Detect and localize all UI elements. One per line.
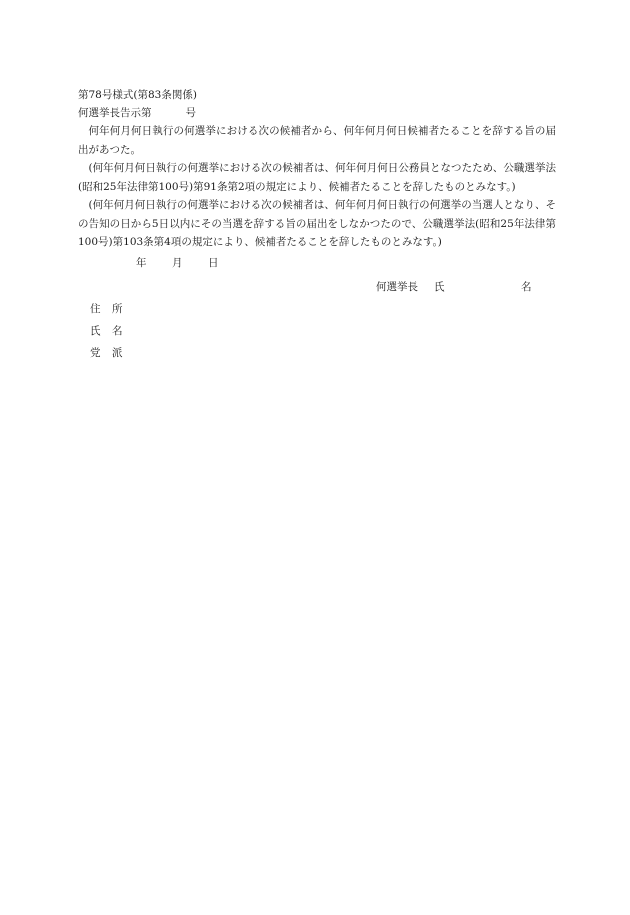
date-line <box>78 254 556 272</box>
notice-suffix: 号 <box>185 107 196 119</box>
signature-title: 何選挙長 <box>376 280 418 293</box>
date-year: 年 <box>136 256 147 269</box>
paragraph-alt-public-servant: (何年何月何日執行の何選挙における次の候補者は、何年何月何日公務員となつたため、公職選挙法(昭和25年法律第100号)第91条第2項の規定により、候補者たることを辞したものとみなす。) <box>78 162 556 193</box>
field-party-label-b: 派 <box>112 346 123 359</box>
form-title: 第78号様式(第83条関係) <box>78 89 197 101</box>
date-day: 日 <box>208 256 219 269</box>
field-address <box>78 300 556 318</box>
field-name-label-a: 氏 <box>90 324 101 337</box>
notice-prefix: 何選挙長告示第 <box>78 107 152 119</box>
field-address-label-a: 住 <box>90 302 101 315</box>
field-name-label-b: 名 <box>112 324 123 337</box>
signature-name-last: 名 <box>521 280 532 293</box>
document-body <box>78 86 556 362</box>
notice-number <box>78 104 556 122</box>
field-name <box>78 322 556 340</box>
signature-name-first: 氏 <box>434 280 445 293</box>
field-party-label-a: 党 <box>90 346 101 359</box>
signature-line <box>78 278 556 296</box>
paragraph-alt-elected: (何年何月何日執行の何選挙における次の候補者は、何年何月何日執行の何選挙の当選人となり、その告知の日から5日以内にその当選を辞する旨の届出をしなかつたので、公職選挙法(昭和25年法律第100号)第103条第4項の規定により、候補者たることを辞したものとみなす。) <box>78 199 556 248</box>
paragraph-main: 何年何月何日執行の何選挙における次の候補者から、何年何月何日候補者たることを辞する旨の届出があつた。 <box>78 125 556 156</box>
field-party <box>78 344 556 362</box>
date-month: 月 <box>172 256 183 269</box>
field-address-label-b: 所 <box>112 302 123 315</box>
